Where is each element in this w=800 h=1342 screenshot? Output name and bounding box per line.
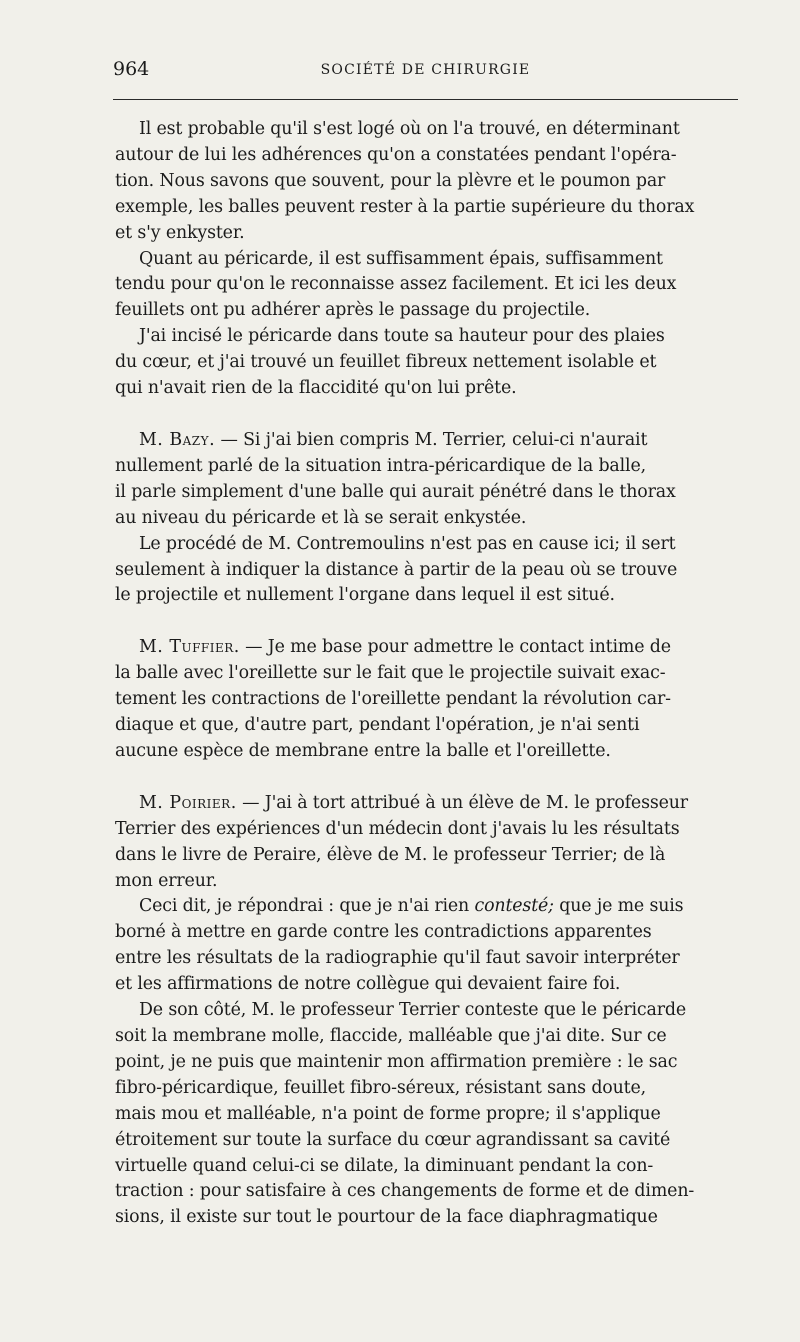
text-line: au niveau du péricarde et là se serait enkystée. — [115, 507, 527, 528]
paragraph-ceci-dit — [115, 894, 738, 998]
paragraph-gap — [115, 402, 738, 428]
speaker-name: M. Poirier. — [139, 792, 237, 813]
text-line: dans le livre de Peraire, élève de M. le professeur Terrier; de là — [115, 844, 666, 865]
paragraph-bullet-location — [115, 117, 738, 247]
text-line: et les affirmations de notre collègue qui devaient faire foi. — [115, 974, 621, 995]
text-line: De son côté, M. le professeur Terrier conteste que le péricarde — [139, 1000, 687, 1021]
text-line: sions, il existe sur tout le pourtour de la face diaphragmatique — [115, 1207, 658, 1228]
text-line: étroitement sur toute la surface du cœur agrandissant sa cavité — [115, 1129, 671, 1150]
text-fragment: que je me suis — [553, 896, 684, 917]
text-line — [115, 428, 738, 454]
paragraph-poirier — [115, 791, 738, 895]
text-line: entre les résultats de la radiographie qu'il faut savoir interpréter — [115, 948, 680, 969]
body-text — [115, 117, 738, 1231]
speaker-text: — Si j'ai bien compris M. Terrier, celui-ci n'aurait — [215, 429, 648, 450]
text-line: virtuelle quand celui-ci se dilate, la diminuant pendant la con- — [115, 1155, 654, 1176]
running-title: SOCIÉTÉ DE CHIRURGIE — [320, 62, 531, 78]
text-line: traction : pour satisfaire à ces changements de forme et de dimen- — [115, 1181, 695, 1202]
speaker-text: — Je me base pour admettre le contact intime de — [239, 637, 671, 658]
speaker-name: M. Tuffier. — [139, 637, 240, 658]
paragraph-gap — [115, 765, 738, 791]
text-line: diaque et que, d'autre part, pendant l'opération, je n'ai senti — [115, 715, 640, 736]
text-line: point, je ne puis que maintenir mon affirmation première : le sac — [115, 1051, 678, 1072]
text-line: borné à mettre en garde contre les contradictions apparentes — [115, 922, 652, 943]
text-line — [115, 791, 738, 817]
text-line: autour de lui les adhérences qu'on a constatées pendant l'opéra- — [115, 144, 677, 165]
text-line — [115, 894, 738, 920]
text-line: J'ai incisé le péricarde dans toute sa hauteur pour des plaies — [139, 326, 665, 347]
text-line: la balle avec l'oreillette sur le fait que le projectile suivait exac- — [115, 663, 666, 684]
text-line: et s'y enkyster. — [115, 222, 245, 243]
paragraph-tuffier — [115, 635, 738, 765]
text-line: tement les contractions de l'oreillette pendant la révolution car- — [115, 689, 671, 710]
text-line — [115, 635, 738, 661]
text-line: qui n'avait rien de la flaccidité qu'on lui prête. — [115, 378, 517, 399]
text-line: Le procédé de M. Contremoulins n'est pas en cause ici; il sert — [139, 533, 676, 554]
text-line: exemple, les balles peuvent rester à la partie supérieure du thorax — [115, 196, 695, 217]
paragraph-pericardium-thickness — [115, 247, 738, 325]
text-line: feuillets ont pu adhérer après le passage du projectile. — [115, 300, 591, 321]
text-line: fibro-péricardique, feuillet fibro-séreux, résistant sans doute, — [115, 1077, 647, 1098]
text-line: soit la membrane molle, flaccide, malléable que j'ai dite. Sur ce — [115, 1026, 667, 1046]
paragraph-bazy — [115, 428, 738, 532]
text-line: Il est probable qu'il s'est logé où on l'a trouvé, en déterminant — [139, 119, 680, 139]
text-line: le projectile et nullement l'organe dans lequel il est situé. — [115, 585, 615, 606]
text-line: aucune espèce de membrane entre la balle et l'oreillette. — [115, 740, 611, 761]
text-fragment: Ceci dit, je répondrai : que je n'ai rien — [139, 896, 475, 917]
text-line: mon erreur. — [115, 870, 218, 891]
italic-word: contesté; — [474, 896, 554, 917]
text-line: nullement parlé de la situation intra-péricardique de la balle, — [115, 455, 646, 476]
paragraph-terrier-conteste — [115, 998, 738, 1231]
text-line: tendu pour qu'on le reconnaisse assez facilement. Et ici les deux — [115, 274, 677, 295]
paragraph-contremoulins — [115, 532, 738, 610]
text-line: mais mou et malléable, n'a point de forme propre; il s'applique — [115, 1103, 661, 1124]
paragraph-pericardium-incision — [115, 324, 738, 402]
text-line: Terrier des expériences d'un médecin dont j'avais lu les résultats — [115, 818, 680, 839]
speaker-text: — J'ai à tort attribué à un élève de M. le professeur — [236, 792, 688, 813]
page-header — [113, 58, 738, 88]
text-line: Quant au péricarde, il est suffisamment épais, suffisamment — [139, 248, 663, 269]
header-rule — [113, 99, 738, 100]
paragraph-gap — [115, 609, 738, 635]
text-line: tion. Nous savons que souvent, pour la plèvre et le poumon par — [115, 170, 666, 191]
speaker-name: M. Bazy. — [139, 429, 216, 450]
text-line: du cœur, et j'ai trouvé un feuillet fibreux nettement isolable et — [115, 352, 657, 373]
text-line: seulement à indiquer la distance à partir de la peau où se trouve — [115, 559, 678, 580]
text-line: il parle simplement d'une balle qui aurait pénétré dans le thorax — [115, 481, 676, 502]
page-number: 964 — [113, 58, 150, 80]
